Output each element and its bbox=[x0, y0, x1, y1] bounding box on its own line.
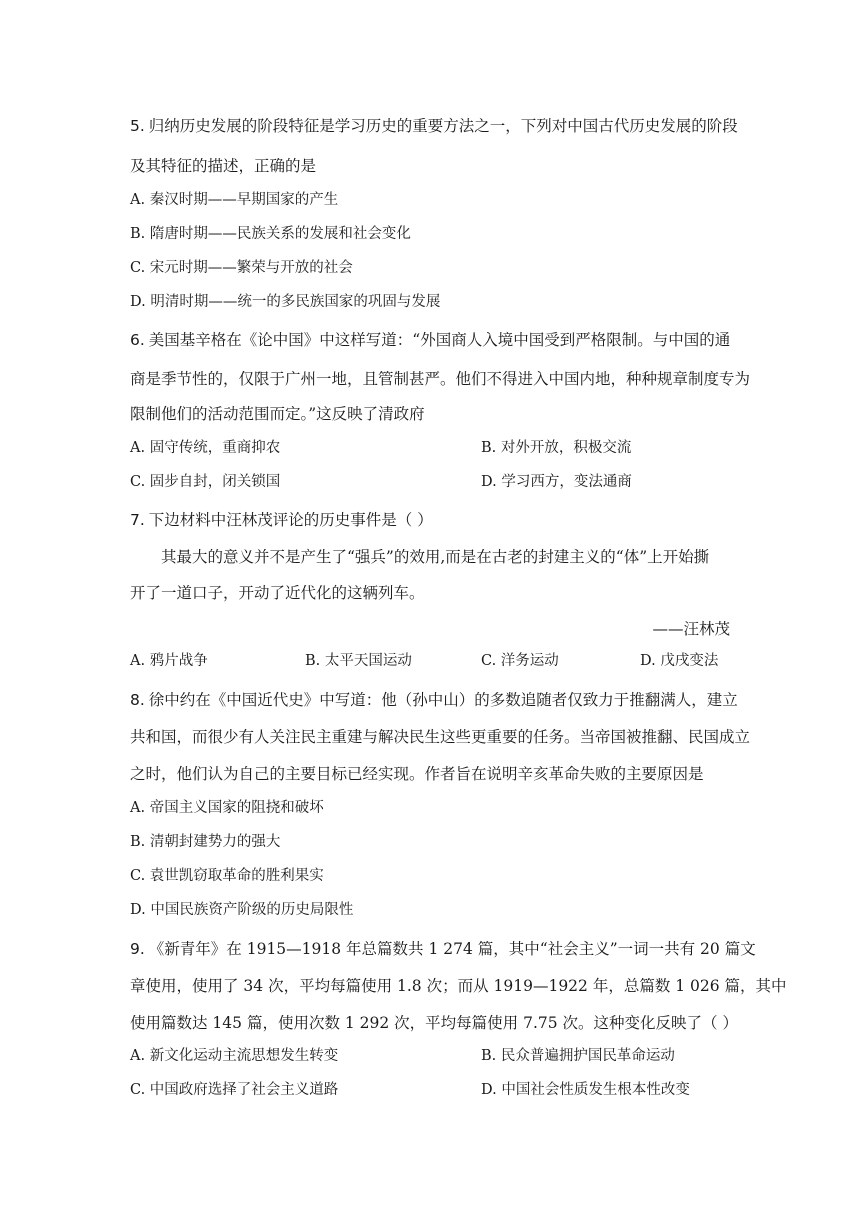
q5-option-d[interactable]: D. 明清时期——统一的多民族国家的巩固与发展 bbox=[130, 294, 441, 310]
q7-option-c[interactable]: C. 洋务运动 bbox=[481, 653, 559, 669]
q8-option-a[interactable]: A. 帝国主义国家的阻挠和破坏 bbox=[130, 800, 324, 816]
q8-number: 8. bbox=[130, 691, 145, 709]
q9-number: 9. bbox=[130, 940, 145, 958]
q8-text-1: 徐中约在《中国近代史》中写道：他（孙中山）的多数追随者仅致力于推翻满人，建立 bbox=[148, 691, 738, 709]
q7-quote-line2: 开了一道口子，开动了近代化的这辆列车。 bbox=[130, 584, 425, 602]
q8-option-d[interactable]: D. 中国民族资产阶级的历史局限性 bbox=[130, 902, 354, 918]
q9-stem-line2: 章使用，使用了 34 次，平均每篇使用 1.8 次；而从 1919—1922 年，总篇数 1 026 篇，其中 bbox=[130, 977, 787, 995]
q8-option-c[interactable]: C. 袁世凯窃取革命的胜利果实 bbox=[130, 868, 324, 884]
q5-option-c[interactable]: C. 宋元时期——繁荣与开放的社会 bbox=[130, 260, 353, 276]
q5-text-1: 归纳历史发展的阶段特征是学习历史的重要方法之一，下列对中国古代历史发展的阶段 bbox=[148, 117, 738, 135]
q8-stem-line2: 共和国，而很少有人关注民主重建与解决民生这些更重要的任务。当帝国被推翻、民国成立 bbox=[130, 728, 751, 746]
q7-option-b[interactable]: B. 太平天国运动 bbox=[305, 653, 412, 669]
q6-stem-line3: 限制他们的活动范围而定。”这反映了清政府 bbox=[130, 405, 425, 423]
q6-number: 6. bbox=[130, 331, 145, 349]
q5-stem-line1 bbox=[130, 116, 738, 136]
q8-option-b[interactable]: B. 清朝封建势力的强大 bbox=[130, 834, 281, 850]
q7-option-a[interactable]: A. 鸦片战争 bbox=[130, 653, 208, 669]
q9-stem-line1 bbox=[130, 939, 756, 959]
q7-number: 7. bbox=[130, 511, 145, 529]
q7-quote-line1: 其最大的意义并不是产生了“强兵”的效用,而是在古老的封建主义的“体”上开始撕 bbox=[161, 548, 710, 566]
q9-option-a[interactable]: A. 新文化运动主流思想发生转变 bbox=[130, 1048, 339, 1064]
q7-text-1: 下边材料中汪林茂评论的历史事件是（ ） bbox=[148, 511, 433, 529]
q5-option-a[interactable]: A. 秦汉时期——早期国家的产生 bbox=[130, 192, 339, 208]
q7-option-d[interactable]: D. 戊戌变法 bbox=[640, 653, 719, 669]
q8-stem-line1 bbox=[130, 690, 738, 710]
q6-option-b[interactable]: B. 对外开放，积极交流 bbox=[481, 440, 632, 456]
q6-stem-line2: 商是季节性的，仅限于广州一地，且管制甚严。他们不得进入中国内地，种种规章制度专为 bbox=[130, 370, 751, 388]
q9-text-1: 《新青年》在 1915—1918 年总篇数共 1 274 篇，其中“社会主义”一词一共有 20 篇文 bbox=[148, 940, 756, 958]
q6-option-d[interactable]: D. 学习西方，变法通商 bbox=[481, 474, 632, 490]
q5-number: 5. bbox=[130, 117, 145, 135]
q6-text-1: 美国基辛格在《论中国》中这样写道：“外国商人入境中国受到严格限制。与中国的通 bbox=[148, 331, 731, 349]
q8-stem-line3: 之时，他们认为自己的主要目标已经实现。作者旨在说明辛亥革命失败的主要原因是 bbox=[130, 765, 704, 783]
q5-stem-line2: 及其特征的描述，正确的是 bbox=[130, 157, 317, 175]
q7-stem-line1 bbox=[130, 510, 433, 530]
q7-quote-author: ——汪林茂 bbox=[652, 620, 730, 638]
q6-option-c[interactable]: C. 固步自封，闭关锁国 bbox=[130, 474, 281, 490]
q9-option-d[interactable]: D. 中国社会性质发生根本性改变 bbox=[481, 1082, 690, 1098]
q6-option-a[interactable]: A. 固守传统，重商抑农 bbox=[130, 440, 281, 456]
q9-option-c[interactable]: C. 中国政府选择了社会主义道路 bbox=[130, 1082, 339, 1098]
q9-stem-line3: 使用篇数达 145 篇，使用次数 1 292 次，平均每篇使用 7.75 次。这种变化反映了（ ） bbox=[130, 1014, 738, 1032]
q9-option-b[interactable]: B. 民众普遍拥护国民革命运动 bbox=[481, 1048, 675, 1064]
q5-option-b[interactable]: B. 隋唐时期——民族关系的发展和社会变化 bbox=[130, 226, 411, 242]
q6-stem-line1 bbox=[130, 330, 730, 350]
